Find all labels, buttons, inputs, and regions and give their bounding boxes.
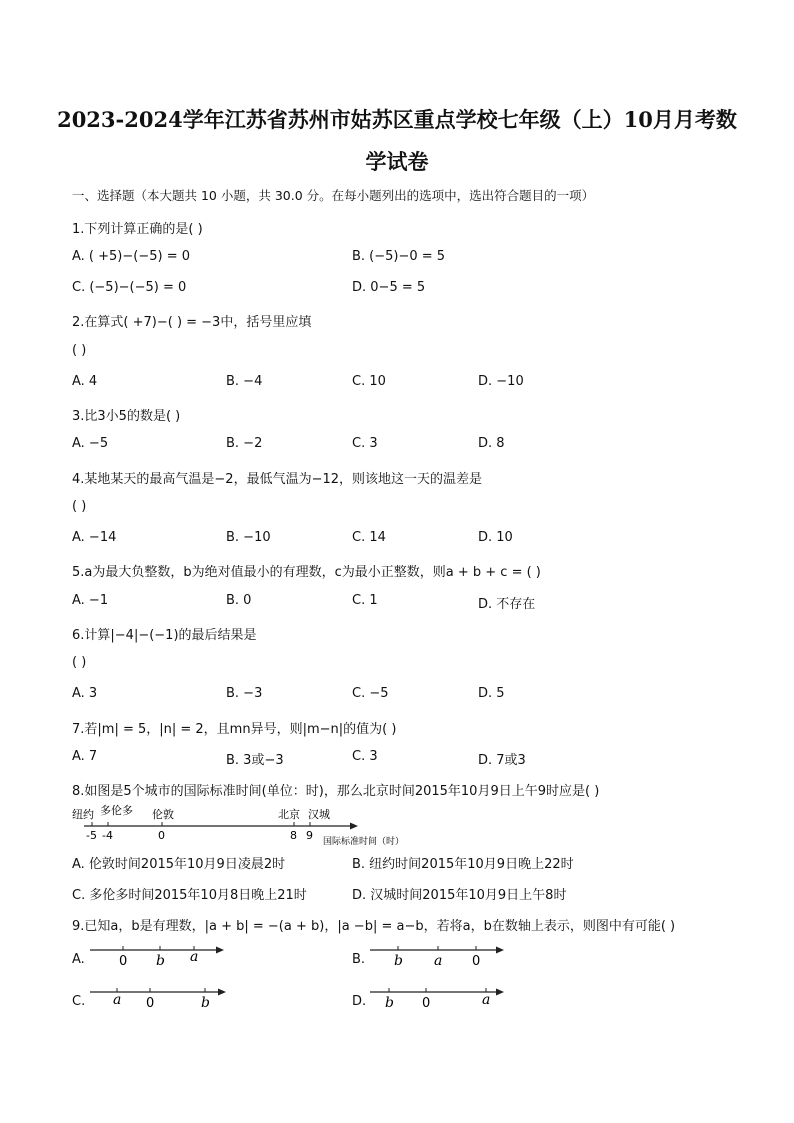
exam-title-line2: 学试卷	[365, 149, 429, 174]
q7-option-c: C. 3	[352, 749, 378, 764]
q9b-b: b	[394, 953, 403, 969]
q9a-b: b	[156, 953, 165, 969]
q4-option-c: C. 14	[352, 530, 386, 545]
q5-option-b: B. 0	[226, 593, 252, 608]
q9c-zero: 0	[146, 996, 155, 1011]
q3-stem: 3.比3小5的数是( )	[72, 409, 181, 424]
num-9: 9	[306, 829, 313, 842]
q9-option-b: B.	[352, 952, 366, 967]
q9-number-line-b	[368, 940, 518, 974]
q1-option-d: D. 0−5 = 5	[352, 280, 426, 295]
q1-option-a: A. ( +5)−(−5) = 0	[72, 249, 190, 264]
q7-option-b: B. 3或−3	[226, 753, 284, 768]
axis-label: 国际标准时间（时）	[323, 837, 405, 847]
label-niuyue: 纽约	[72, 808, 94, 821]
q9a-a: a	[190, 949, 199, 965]
label-duolunduo: 多伦多	[100, 804, 133, 817]
q6-option-d: D. 5	[478, 686, 505, 701]
q1-stem: 1.下列计算正确的是( )	[72, 222, 203, 237]
q9-option-c: C.	[72, 994, 86, 1009]
q8-option-a: A. 伦敦时间2015年10月9日凌晨2时	[72, 857, 286, 872]
q4-option-d: D. 10	[478, 530, 513, 545]
q2-option-c: C. 10	[352, 374, 386, 389]
q4-paren: ( )	[72, 499, 87, 514]
q3-option-c: C. 3	[352, 436, 378, 451]
q6-option-b: B. −3	[226, 686, 263, 701]
q9-number-line-a	[88, 940, 238, 974]
section-heading: 一、选择题（本大题共 10 小题，共 30.0 分。在每小题列出的选项中，选出符合题目的一项）	[72, 188, 595, 203]
q9d-b: b	[385, 995, 394, 1011]
q6-option-c: C. −5	[352, 686, 389, 701]
q7-option-a: A. 7	[72, 749, 98, 764]
q8-option-c: C. 多伦多时间2015年10月8日晚上21时	[72, 888, 307, 903]
q2-option-a: A. 4	[72, 374, 98, 389]
q5-option-c: C. 1	[352, 593, 378, 608]
exam-title-line1: 2023-2024学年江苏省苏州市姑苏区重点学校七年级（上）10月月考数	[57, 107, 737, 132]
q8-option-b: B. 纽约时间2015年10月9日晚上22时	[352, 857, 574, 872]
q9-option-a: A.	[72, 952, 85, 967]
label-beijing: 北京	[278, 808, 300, 821]
q4-stem: 4.某地某天的最高气温是−2，最低气温为−12，则该地这一天的温差是	[72, 472, 483, 487]
q2-paren: ( )	[72, 343, 87, 358]
q9-number-line-d	[368, 982, 518, 1016]
q9a-zero: 0	[119, 954, 128, 969]
q9b-a: a	[434, 953, 443, 969]
label-hancheng: 汉城	[308, 808, 330, 821]
q9b-zero: 0	[472, 954, 481, 969]
q4-option-b: B. −10	[226, 530, 271, 545]
num-m5: -5	[86, 829, 97, 842]
q9c-b: b	[201, 995, 210, 1011]
q9d-a: a	[482, 992, 491, 1008]
num-m4: -4	[102, 829, 113, 842]
q9-stem: 9.已知a，b是有理数，|a + b| = −(a + b)，|a −b| = a−b，若将a，b在数轴上表示，则图中有可能( )	[72, 919, 676, 934]
label-lundun: 伦敦	[152, 808, 174, 821]
q9-number-line-c	[88, 982, 238, 1016]
q6-option-a: A. 3	[72, 686, 98, 701]
axis-arrow	[350, 823, 358, 830]
q2-option-b: B. −4	[226, 374, 263, 389]
q8-timezone-number-line	[68, 800, 448, 850]
q3-option-a: A. −5	[72, 436, 109, 451]
q2-stem: 2.在算式( +7)−( ) = −3中，括号里应填	[72, 315, 312, 330]
q6-paren: ( )	[72, 655, 87, 670]
q9-option-d: D.	[352, 994, 367, 1009]
num-0: 0	[158, 829, 165, 842]
q5-stem: 5.a为最大负整数，b为绝对值最小的有理数，c为最小正整数，则a + b + c = ( )	[72, 565, 541, 580]
q1-option-c: C. (−5)−(−5) = 0	[72, 280, 187, 295]
q8-option-d: D. 汉城时间2015年10月9日上午8时	[352, 888, 567, 903]
q5-option-a: A. −1	[72, 593, 109, 608]
q9d-zero: 0	[422, 996, 431, 1011]
q8-stem: 8.如图是5个城市的国际标准时间(单位：时)，那么北京时间2015年10月9日上午9时应是( )	[72, 784, 600, 799]
num-8: 8	[290, 829, 297, 842]
q5-option-d: D. 不存在	[478, 597, 536, 612]
q2-option-d: D. −10	[478, 374, 524, 389]
q6-stem: 6.计算|−4|−(−1)的最后结果是	[72, 628, 257, 643]
q4-option-a: A. −14	[72, 530, 117, 545]
q7-option-d: D. 7或3	[478, 753, 526, 768]
q7-stem: 7.若|m| = 5，|n| = 2，且mn异号，则|m−n|的值为( )	[72, 722, 397, 737]
q1-option-b: B. (−5)−0 = 5	[352, 249, 446, 264]
q9c-a: a	[113, 992, 122, 1008]
q3-option-b: B. −2	[226, 436, 263, 451]
q3-option-d: D. 8	[478, 436, 505, 451]
